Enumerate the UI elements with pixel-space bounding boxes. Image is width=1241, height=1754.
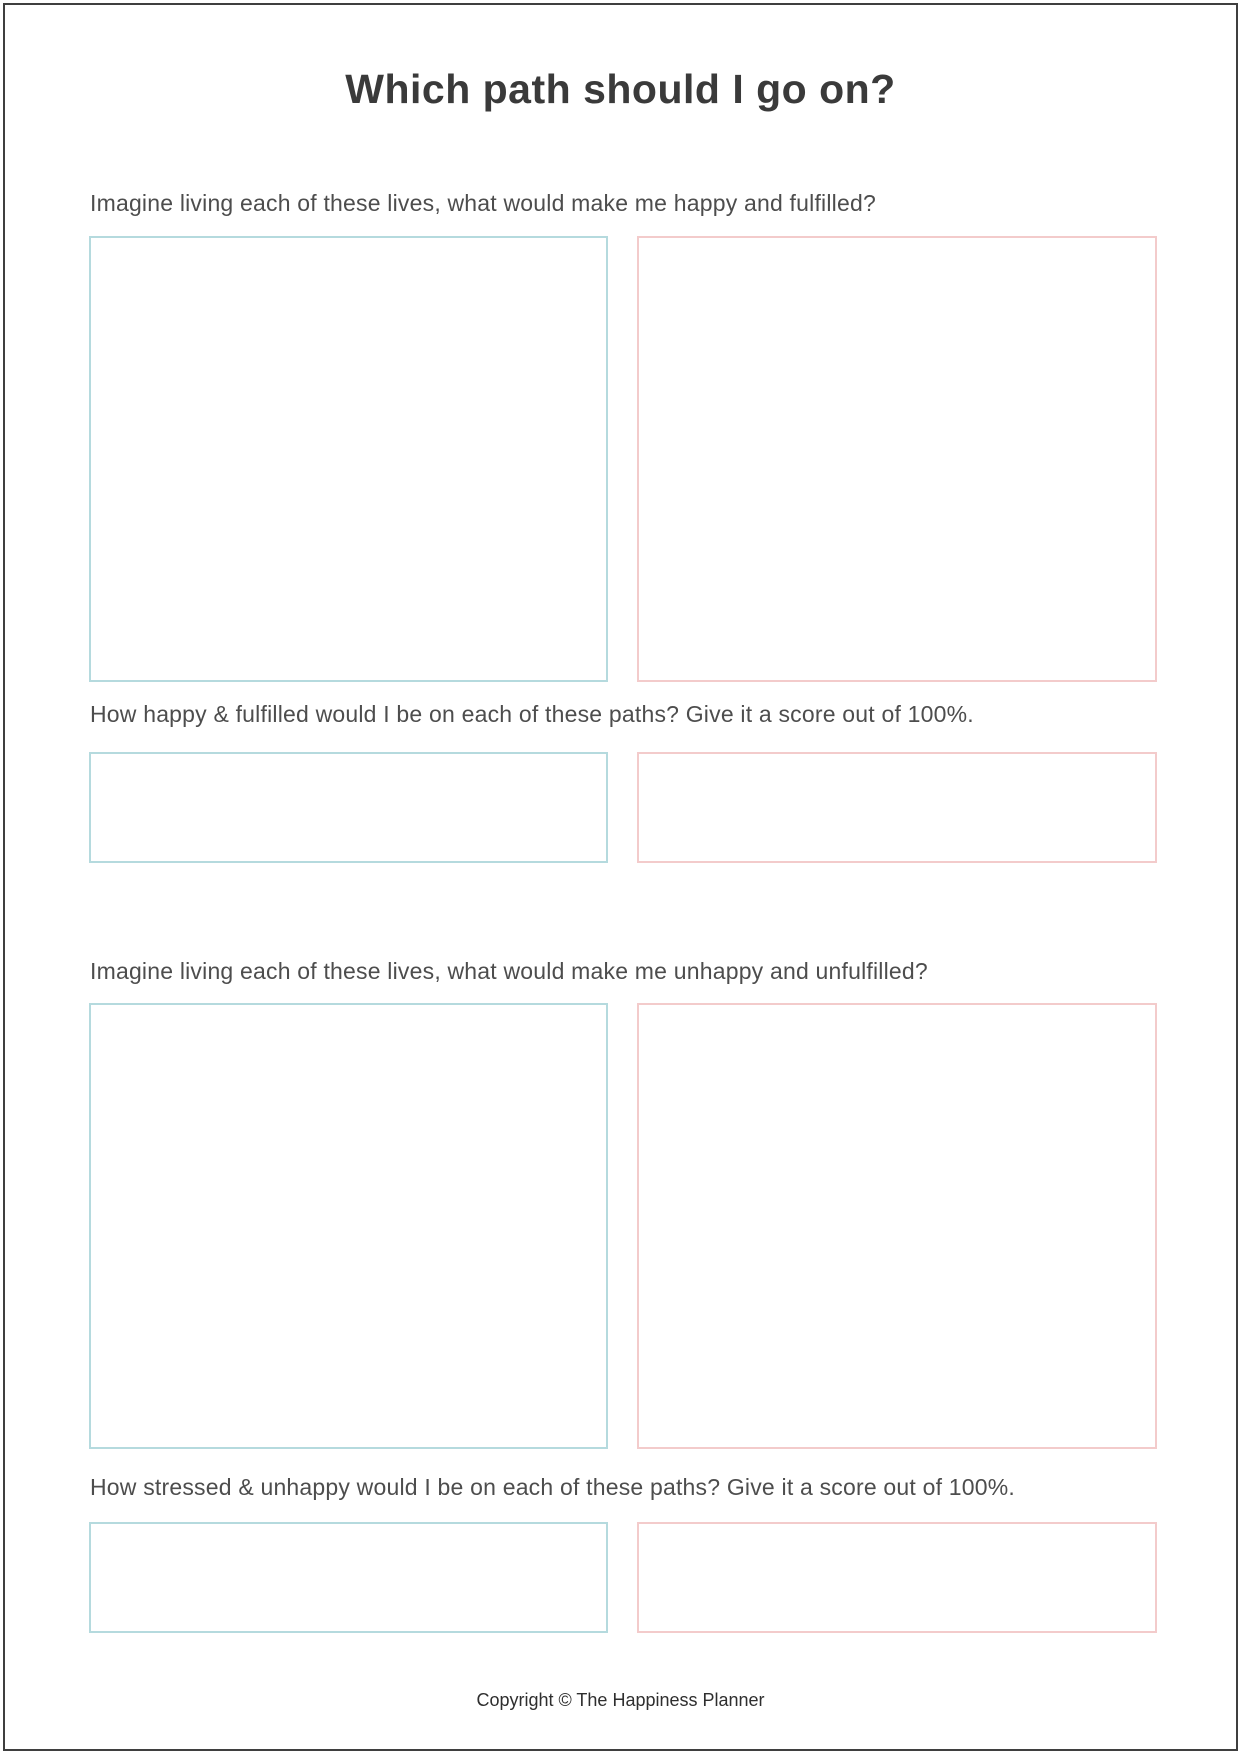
score-box-path2-stress[interactable] xyxy=(637,1522,1157,1633)
page-title: Which path should I go on? xyxy=(345,66,896,112)
answer-box-path2-happy[interactable] xyxy=(637,236,1157,682)
answer-box-path2-unhappy[interactable] xyxy=(637,1003,1157,1449)
score-box-path2-happiness[interactable] xyxy=(637,752,1157,863)
answer-row-happy-fulfilled xyxy=(89,236,1157,682)
question-unhappy-unfulfilled: Imagine living each of these lives, what would make me unhappy and unfulfilled? xyxy=(90,958,928,984)
score-row-happiness xyxy=(89,752,1157,863)
answer-box-path1-unhappy[interactable] xyxy=(89,1003,608,1449)
question-stress-score: How stressed & unhappy would I be on each of these paths? Give it a score out of 100%. xyxy=(90,1474,1015,1500)
answer-row-unhappy-unfulfilled xyxy=(89,1003,1157,1449)
question-happy-fulfilled: Imagine living each of these lives, what would make me happy and fulfilled? xyxy=(90,190,876,216)
score-box-path1-happiness[interactable] xyxy=(89,752,608,863)
answer-box-path1-happy[interactable] xyxy=(89,236,608,682)
question-happiness-score: How happy & fulfilled would I be on each of these paths? Give it a score out of 100%. xyxy=(90,701,974,727)
score-row-stress xyxy=(89,1522,1157,1633)
copyright-footer: Copyright © The Happiness Planner xyxy=(476,1690,765,1710)
score-box-path1-stress[interactable] xyxy=(89,1522,608,1633)
